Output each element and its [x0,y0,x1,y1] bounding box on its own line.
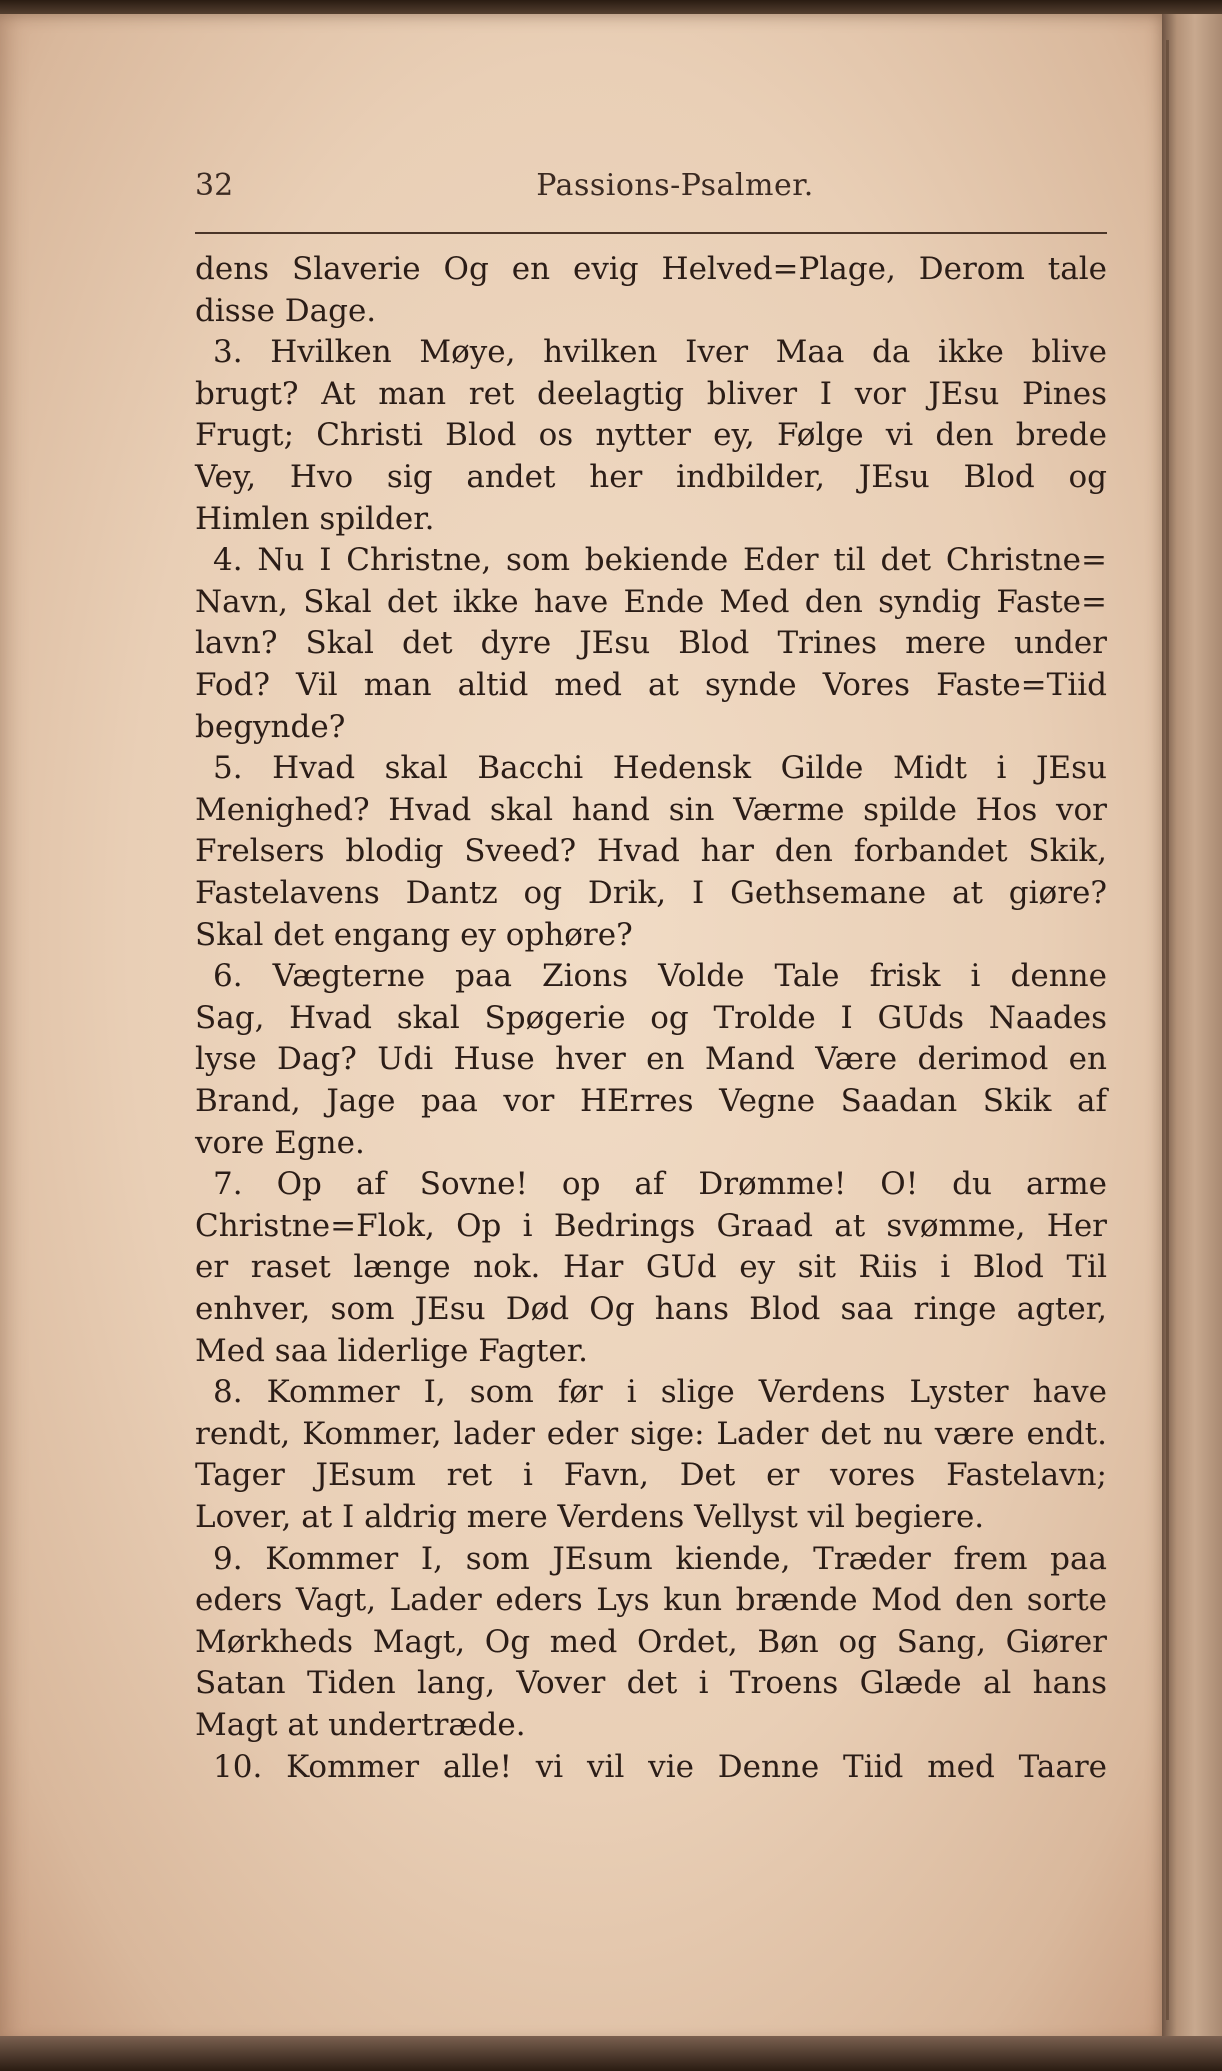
text-line: enhver, som JEsu Død Og hans Blod saa ringe agter, [195,1291,1107,1327]
text-line: Brand, Jage paa vor HErres Vegne Saadan Skik af [195,1083,1107,1119]
text-line: lavn? Skal det dyre JEsu Blod Trines mere under [195,625,1107,662]
text-line: Magt at undertræde. [195,1707,526,1743]
text-line: brugt? At man ret deelagtig bliver I vor JEsu Pines [195,375,1107,412]
text-line: Navn, Skal det ikke have Ende Med den syndig Faste= [195,583,1107,620]
book-page-edge [1162,14,1222,2044]
header-rule [195,232,1107,234]
page-fold-line [1166,40,1169,2020]
text-line: 10. Kommer alle! vi vil vie Denne Tiid med Taare [213,1748,1107,1785]
text-line: 5. Hvad skal Bacchi Hedensk Gilde Midt i JEsu [213,750,1107,787]
text-line: disse Dage. [195,292,377,329]
text-line: Menighed? Hvad skal hand sin Værme spilde Hos vor [195,791,1107,828]
text-line: Lover, at I aldrig mere Verdens Vellyst vil begiere. [195,1499,985,1535]
text-line: rendt, Kommer, lader eder sige: Lader det nu være endt. [195,1415,1107,1452]
text-line: er raset længe nok. Har GUd ey sit Riis i Blod Til [195,1249,1107,1286]
text-line: eders Vagt, Lader eders Lys kun brænde Mod den sorte [195,1582,1107,1619]
text-line: Skal det engang ey ophøre? [195,916,633,953]
text-line: Sag, Hvad skal Spøgerie og Trolde I GUds Naades [195,999,1107,1036]
text-line: 6. Vægterne paa Zions Volde Tale frisk i denne [213,958,1107,995]
text-line: vore Egne. [195,1124,365,1161]
text-line: Mørkheds Magt, Og med Ordet, Bøn og Sang, Giører [195,1623,1107,1660]
text-line: begynde? [195,708,346,745]
text-line: lyse Dag? Udi Huse hver en Mand Være derimod en [195,1041,1107,1078]
scan-border-bottom [0,2036,1222,2071]
running-title: Passions-Psalmer. [536,168,814,203]
text-line: 7. Op af Sovne! op af Drømme! O! du arme [213,1166,1107,1203]
text-line: 9. Kommer I, som JEsum kiende, Træder frem paa [213,1540,1107,1577]
page-number: 32 [195,168,234,203]
text-line: 8. Kommer I, som før i slige Verdens Lyster have [213,1374,1107,1411]
text-line: Vey, Hvo sig andet her indbilder, JEsu Blod og [195,459,1107,495]
text-line: Frelsers blodig Sveed? Hvad har den forbandet Skik, [195,833,1107,870]
text-line: Fod? Vil man altid med at synde Vores Faste=Tiid [195,667,1107,703]
text-line: Tager JEsum ret i Favn, Det er vores Fastelavn; [195,1457,1107,1494]
text-line: Med saa liderlige Fagter. [195,1332,589,1369]
text-line: Fastelavens Dantz og Drik, I Gethsemane at giøre? [195,875,1107,911]
text-line: Frugt; Christi Blod os nytter ey, Følge vi den brede [195,417,1107,454]
text-line: 3. Hvilken Møye, hvilken Iver Maa da ikke blive [213,334,1107,371]
page-header [195,168,1105,216]
text-line: Himlen spilder. [195,500,435,537]
text-line: Christne=Flok, Op i Bedrings Graad at svømme, Her [195,1207,1107,1244]
text-line: dens Slaverie Og en evig Helved=Plage, Derom tale [195,251,1107,287]
text-line: 4. Nu I Christne, som bekiende Eder til det Christne= [213,542,1107,579]
text-line: Satan Tiden lang, Vover det i Troens Glæde al hans [195,1665,1107,1702]
